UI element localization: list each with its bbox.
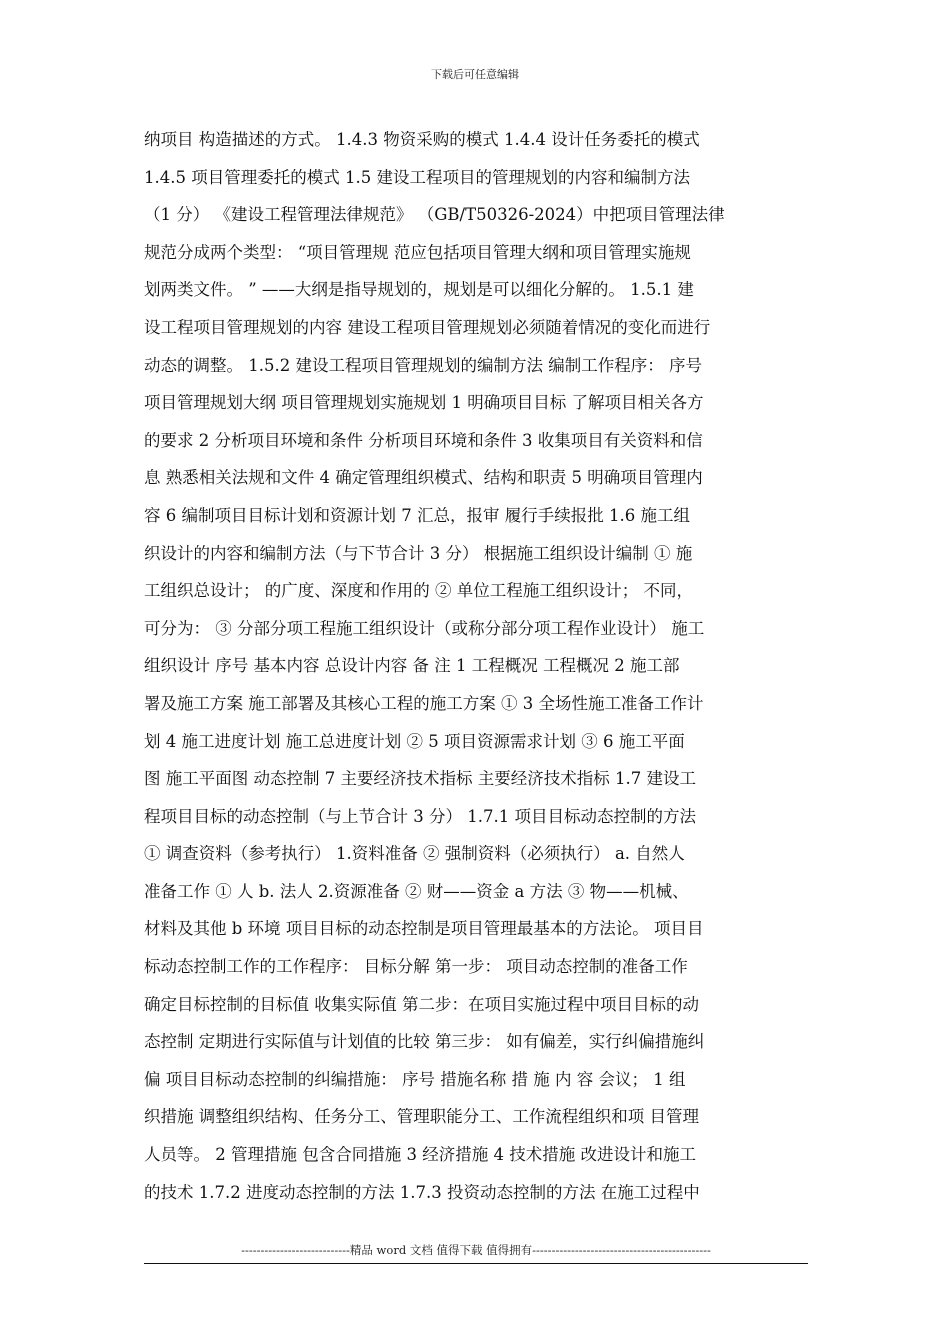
text-line: 1.4.5 项目管理委托的模式 1.5 建设工程项目的管理规划的内容和编制方法 xyxy=(144,167,690,187)
text-line: 织措施 调整组织结构、任务分工、管理职能分工、工作流程组织和项 目管理 xyxy=(144,1107,699,1127)
text-line: 可分为： ③ 分部分项工程施工组织设计（或称分部分项工程作业设计） 施工 xyxy=(144,618,705,638)
text-line: 动态的调整。 1.5.2 建设工程项目管理规划的编制方法 编制工作程序： 序号 xyxy=(144,355,702,375)
text-line: 规范分成两个类型： “项目管理规 范应包括项目管理大纲和项目管理实施规 xyxy=(144,242,691,262)
text-line: 划 4 施工进度计划 施工总进度计划 ② 5 项目资源需求计划 ③ 6 施工平面 xyxy=(144,731,685,751)
text-line: 署及施工方案 施工部署及其核心工程的施工方案 ① 3 全场性施工准备工作计 xyxy=(144,693,704,713)
text-line: 容 6 编制项目目标计划和资源计划 7 汇总，报审 履行手续报批 1.6 施工组 xyxy=(144,505,690,525)
text-line: （1 分） 《建设工程管理法律规范》 （GB/T50326-2024）中把项目管理法律 xyxy=(144,205,725,225)
page-header: 下载后可任意编辑 xyxy=(431,68,519,81)
text-line: 偏 项目目标动态控制的纠编措施： 序号 措施名称 措 施 内 容 会议； 1 组 xyxy=(144,1069,686,1089)
text-line: 划两类文件。 ” ——大纲是指导规划的，规划是可以细化分解的。 1.5.1 建 xyxy=(144,280,694,300)
text-line: 态控制 定期进行实际值与计划值的比较 第三步： 如有偏差，实行纠偏措施纠 xyxy=(144,1032,705,1052)
text-line: 织设计的内容和编制方法（与下节合计 3 分） 根据施工组织设计编制 ① 施 xyxy=(144,543,693,563)
text-line: 人员等。 2 管理措施 包含合同措施 3 经济措施 4 技术措施 改进设计和施工 xyxy=(144,1145,696,1165)
footer-divider xyxy=(144,1263,808,1264)
text-line: 程项目目标的动态控制（与上节合计 3 分） 1.7.1 项目目标动态控制的方法 xyxy=(144,806,696,826)
text-line: 组织设计 序号 基本内容 总设计内容 备 注 1 工程概况 工程概况 2 施工部 xyxy=(144,656,680,676)
text-line: 标动态控制工作的工作程序： 目标分解 第一步： 项目动态控制的准备工作 xyxy=(144,957,688,977)
text-line: 图 施工平面图 动态控制 7 主要经济技术指标 主要经济技术指标 1.7 建设工 xyxy=(144,769,696,789)
text-line: 项目管理规划大纲 项目管理规划实施规划 1 明确项目目标 了解项目相关各方 xyxy=(144,393,704,413)
text-line: 确定目标控制的目标值 收集实际值 第二步：在项目实施过程中项目目标的动 xyxy=(144,994,699,1014)
text-line: 设工程项目管理规划的内容 建设工程项目管理规划必须随着情况的变化而进行 xyxy=(144,317,711,337)
text-line: ① 调查资料（参考执行） 1.资料准备 ② 强制资料（必须执行） a. 自然人 xyxy=(144,844,685,864)
text-line: 工组织总设计； 的广度、深度和作用的 ② 单位工程施工组织设计； 不同， xyxy=(144,581,693,601)
text-line: 纳项目 构造描述的方式。 1.4.3 物资采购的模式 1.4.4 设计任务委托的模式 xyxy=(144,130,700,149)
text-line: 准备工作 ① 人 b. 法人 2.资源准备 ② 财——资金 a 方法 ③ 物——机械、 xyxy=(144,881,689,901)
text-line: 的技术 1.7.2 进度动态控制的方法 1.7.3 投资动态控制的方法 在施工过程中 xyxy=(144,1182,700,1202)
document-body xyxy=(144,121,808,1211)
page-footer: ----------------------------精品 word 文档 值得下载 值得拥有---------------------------------------------- xyxy=(241,1243,711,1257)
text-line: 息 熟悉相关法规和文件 4 确定管理组织模式、结构和职责 5 明确项目管理内 xyxy=(144,468,703,488)
text-line: 的要求 2 分析项目环境和条件 分析项目环境和条件 3 收集项目有关资料和信 xyxy=(144,430,703,450)
text-line: 材料及其他 b 环境 项目目标的动态控制是项目管理最基本的方法论。 项目目 xyxy=(144,919,704,939)
